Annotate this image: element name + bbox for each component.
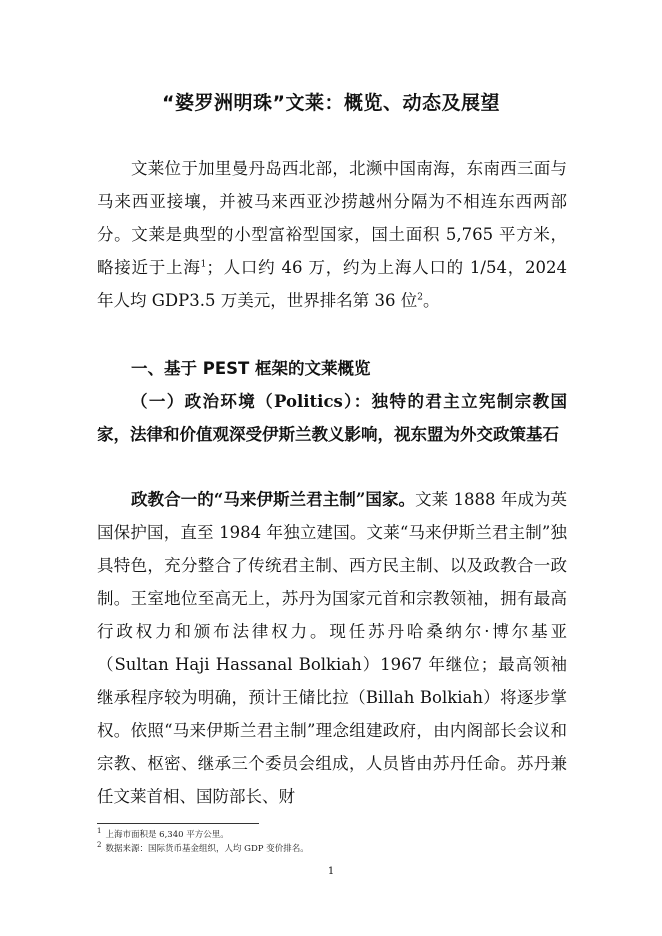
intro-text-c: 。 xyxy=(422,291,440,310)
footnote-item xyxy=(97,828,567,842)
intro-text-a: 文莱位于加里曼丹岛西北部，北濒中国南海，东南西三面与马来西亚接壤，并被马来西亚沙捞越州分隔为不相连东西两部分。文莱是典型的小型富裕型国家，国土面积 5,765 平方米，略接近于上海 xyxy=(97,159,567,277)
footnote-text: 数据来源：国际货币基金组织，人均 GDP 变价排名。 xyxy=(105,844,309,854)
intro-paragraph xyxy=(97,152,567,317)
footnote-ref-1[interactable]: 1 xyxy=(200,259,207,270)
page-number: 1 xyxy=(327,866,335,877)
subsection-heading: （一）政治环境（Politics）：独特的君主立宪制宗教国家，法律和价值观深受伊斯兰教义影响，视东盟为外交政策基石 xyxy=(97,392,567,444)
footnote-item xyxy=(97,842,567,856)
document-title: “婆罗洲明珠”文莱：概览、动态及展望 xyxy=(162,92,500,114)
paragraph-lead: 政教合一的“马来伊斯兰君主制”国家。 xyxy=(131,490,416,509)
footnote-divider xyxy=(97,823,259,824)
politics-paragraph xyxy=(97,483,567,813)
footnote-list xyxy=(97,828,567,856)
footnote-ref-2[interactable]: 2 xyxy=(417,292,423,303)
footnote-number: 1 xyxy=(97,827,102,836)
intro-text-b: ；人口约 46 万，约为上海人口的 1/54，2024 年人均 GDP3.5 万美元，世界排名第 36 位 xyxy=(97,258,567,310)
footnote-text: 上海市面积是 6,340 平方公里。 xyxy=(105,830,229,840)
section-heading: 一、基于 PEST 框架的文莱概览 xyxy=(131,359,371,378)
footnote-number: 2 xyxy=(97,841,102,850)
paragraph-text: 文莱 1888 年成为英国保护国，直至 1984 年独立建国。文莱“马来伊斯兰君主制”独具特色，充分整合了传统君主制、西方民主制、以及政教合一政制。王室地位至高无上，苏丹为国家元首和宗教领袖，拥有最高行政权力和颁布法律权力。现任苏丹哈桑纳尔·博尔基亚（Sultan Haji Hassanal Bolkiah）1967 年继位；最高领袖继承程序较为明确，预计王储比拉（Billah Bolkiah）将逐步掌权。依照“马来伊斯兰君主制”理念组建政府，由内阁部长会议和宗教、枢密、继承三个委员会组成，人员皆由苏丹任命。苏丹兼任文莱首相、国防部长、财 xyxy=(97,490,568,806)
